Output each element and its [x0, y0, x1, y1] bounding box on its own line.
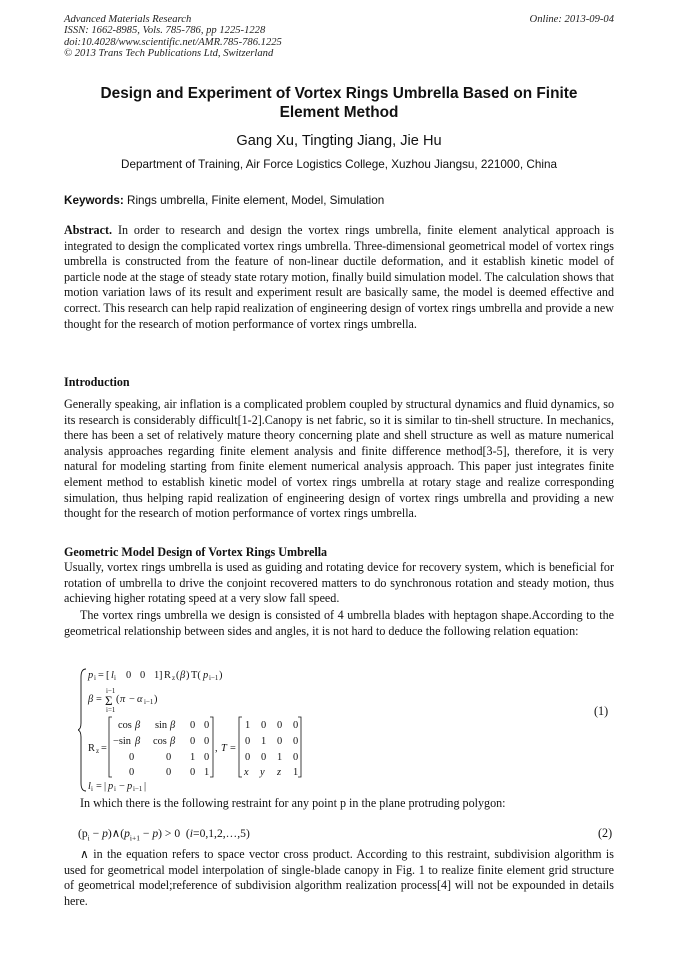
svg-text:l: l	[111, 670, 114, 681]
svg-text:1: 1	[277, 752, 283, 763]
svg-text:0: 0	[204, 720, 210, 731]
svg-text:0: 0	[140, 670, 146, 681]
svg-text:): )	[186, 670, 190, 681]
svg-text:β: β	[135, 720, 141, 731]
abstract	[64, 223, 614, 332]
svg-text:p: p	[203, 670, 209, 681]
svg-text:β: β	[135, 736, 141, 747]
svg-text:0: 0	[204, 752, 210, 763]
svg-text:0: 0	[293, 720, 299, 731]
svg-text:β: β	[170, 720, 176, 731]
svg-text:=: =	[98, 670, 104, 681]
svg-text:1: 1	[204, 767, 210, 778]
svg-text:p: p	[108, 781, 114, 792]
svg-text:l: l	[88, 781, 91, 792]
keywords-text: Rings umbrella, Finite element, Model, Simulation	[127, 194, 385, 207]
svg-text:1: 1	[190, 752, 196, 763]
geometric-heading: Geometric Model Design of Vortex Rings Umbrella	[64, 545, 328, 559]
svg-text:0: 0	[277, 736, 283, 747]
svg-text:β: β	[170, 736, 176, 747]
svg-text:cos: cos	[118, 720, 132, 731]
equation-1-number: (1)	[594, 704, 609, 718]
svg-text:=: =	[101, 743, 107, 754]
svg-text:0: 0	[129, 767, 135, 778]
svg-text:i−1: i−1	[209, 674, 219, 682]
svg-text:|: |	[144, 781, 147, 792]
svg-text:R: R	[164, 670, 171, 681]
svg-text:]: ]	[159, 670, 163, 681]
equation-2-expression: (p	[78, 827, 88, 840]
svg-text:0: 0	[166, 767, 172, 778]
svg-text:0: 0	[261, 720, 267, 731]
geometric-para3: In which there is the following restraint for any point p in the plane protruding polygon:	[80, 796, 506, 810]
svg-text:0: 0	[245, 736, 251, 747]
svg-text:R: R	[88, 743, 95, 754]
paper-affiliation: Department of Training, Air Force Logistics College, Xuzhou Jiangsu, 221000, China	[121, 158, 557, 171]
online-date: Online: 2013-09-04	[529, 14, 614, 25]
svg-text:cos: cos	[153, 736, 167, 747]
geometric-para4: ∧ in the equation refers to space vector cross product. According to this restraint, subdivision algorithm is used for geometrical model interpolation of single-blade canopy in Fig. 1 to realize finite element grid structure of geometrical model;reference of subdivision algorithm realization process[4] will not be expounded in details here.	[64, 847, 614, 908]
svg-text:0: 0	[293, 752, 299, 763]
svg-text:z: z	[172, 674, 176, 682]
svg-text:p: p	[127, 781, 133, 792]
introduction-text: Generally speaking, air inflation is a complicated problem coupled by structural dynamics and fluid dynamics, so its research is considerably difficult[1-2].Canopy is net fabric, so it is similar to tin-shell structure. In mechanics, there has been a set of relatively mature theory concerning plate and shell structure as well as mature numerical analysis approaches regarding finite element analysis and finite difference method[3-5], therefore, it is very natural for modeling starting from finite element numerical analysis approach. This paper just integrates finite element method to establish kinetic model of vortex rings umbrella at rotary stage and realize corresponding simulation, thus helping rapid realization of engineering design of vortex rings umbrella and providing a new thought for the research of motion performance of vortex rings umbrella.	[64, 397, 614, 521]
journal-copyright: © 2013 Trans Tech Publications Ltd, Switzerland	[64, 48, 274, 60]
svg-text:β: β	[88, 694, 94, 705]
svg-text:Σ: Σ	[105, 693, 113, 708]
introduction-heading: Introduction	[64, 375, 130, 389]
svg-text:=: =	[230, 743, 236, 754]
svg-text:T: T	[221, 743, 227, 754]
svg-text:i=1: i=1	[106, 706, 116, 714]
svg-text:α: α	[137, 694, 143, 705]
svg-text:i−1: i−1	[106, 687, 116, 695]
keywords	[64, 194, 614, 207]
svg-text:z: z	[277, 767, 282, 778]
equation-2-number: (2)	[598, 826, 613, 840]
svg-text:=: =	[96, 781, 102, 792]
svg-text:1: 1	[245, 720, 251, 731]
svg-text:(: (	[116, 694, 120, 705]
svg-text:0: 0	[166, 752, 172, 763]
abstract-text: In order to research and design the vortex rings umbrella, finite element analytical approach is integrated to design the complicated vortex rings umbrella. Three-dimensional geometrical model of vortex rings umbrella is constructed from the feature of non-linear ductile deformation, and it establish kinetic model of particle node at the stage of steady state rotary motion, finally build simulation model. The calculation shows that motion variation laws of its result and experiment result are basically same, the model is deemed effective and correct. This research can help rapid realization of engineering design of vortex rings umbrella and provide a new thought for the research of motion performance of vortex rings umbrella.	[64, 223, 614, 331]
svg-text:0: 0	[204, 736, 210, 747]
svg-text:i−1: i−1	[144, 698, 154, 706]
svg-text:): )	[154, 694, 158, 705]
svg-text:0: 0	[190, 736, 196, 747]
svg-text:1: 1	[293, 767, 299, 778]
svg-text:1: 1	[154, 670, 160, 681]
svg-text:0: 0	[245, 752, 251, 763]
journal-header	[64, 14, 444, 60]
svg-text:z: z	[96, 747, 100, 755]
svg-text:−: −	[119, 781, 125, 792]
equation-2: ($p_i$ − $p)\wedge(p_{i+1} - p) > 0$ (i=0,1,2,…,5)	[78, 827, 250, 843]
svg-text:p: p	[88, 670, 94, 681]
svg-text:0: 0	[277, 720, 283, 731]
svg-text:i: i	[94, 674, 96, 682]
geometric-para2: The vortex rings umbrella we design is consisted of 4 umbrella blades with heptagon shape.According to the geometrical relationship between sides and angles, it is not hard to deduce the following relation equation:	[64, 608, 614, 638]
svg-text:y: y	[260, 767, 265, 778]
svg-text:β: β	[180, 670, 186, 681]
svg-text:0: 0	[126, 670, 132, 681]
svg-text:1: 1	[261, 736, 267, 747]
svg-text:0: 0	[261, 752, 267, 763]
paper-authors: Gang Xu, Tingting Jiang, Jie Hu	[236, 133, 442, 149]
svg-text:0: 0	[293, 736, 299, 747]
svg-text:(: (	[176, 670, 180, 681]
keywords-label: Keywords:	[64, 194, 124, 207]
svg-text:0: 0	[190, 767, 196, 778]
svg-text:sin: sin	[155, 720, 168, 731]
journal-doi: doi:10.4028/www.scientific.net/AMR.785-786.1225	[64, 36, 282, 48]
svg-text:i: i	[91, 785, 93, 793]
abstract-label: Abstract.	[64, 223, 113, 237]
svg-text:): )	[219, 670, 223, 681]
svg-text:0: 0	[129, 752, 135, 763]
equation-1	[78, 665, 318, 795]
svg-text:−: −	[129, 694, 135, 705]
svg-text:i: i	[114, 674, 116, 682]
svg-text:π: π	[120, 694, 126, 705]
svg-text:−sin: −sin	[113, 736, 131, 747]
geometric-para1: Usually, vortex rings umbrella is used as guiding and rotating device for recovery system, which is beneficial for rotation of umbrella to drive the conjoint recovered matters to do synchronous rotation and steady motion, thus achieving higher rotating speed at a very slow fall speed.	[64, 560, 614, 606]
svg-text:0: 0	[190, 720, 196, 731]
journal-issn: ISSN: 1662-8985, Vols. 785-786, pp 1225-1228	[64, 25, 266, 37]
svg-text:=: =	[96, 694, 102, 705]
svg-text:,: ,	[215, 743, 218, 754]
svg-text:T(: T(	[191, 670, 201, 681]
journal-name: Advanced Materials Research	[64, 14, 192, 25]
svg-text:x: x	[244, 767, 249, 778]
paper-title: Design and Experiment of Vortex Rings Umbrella Based on Finite Element Method	[100, 85, 578, 121]
svg-text:[: [	[106, 670, 110, 681]
svg-text:|: |	[104, 781, 107, 792]
svg-text:i: i	[114, 785, 116, 793]
svg-text:i−1: i−1	[133, 785, 143, 793]
